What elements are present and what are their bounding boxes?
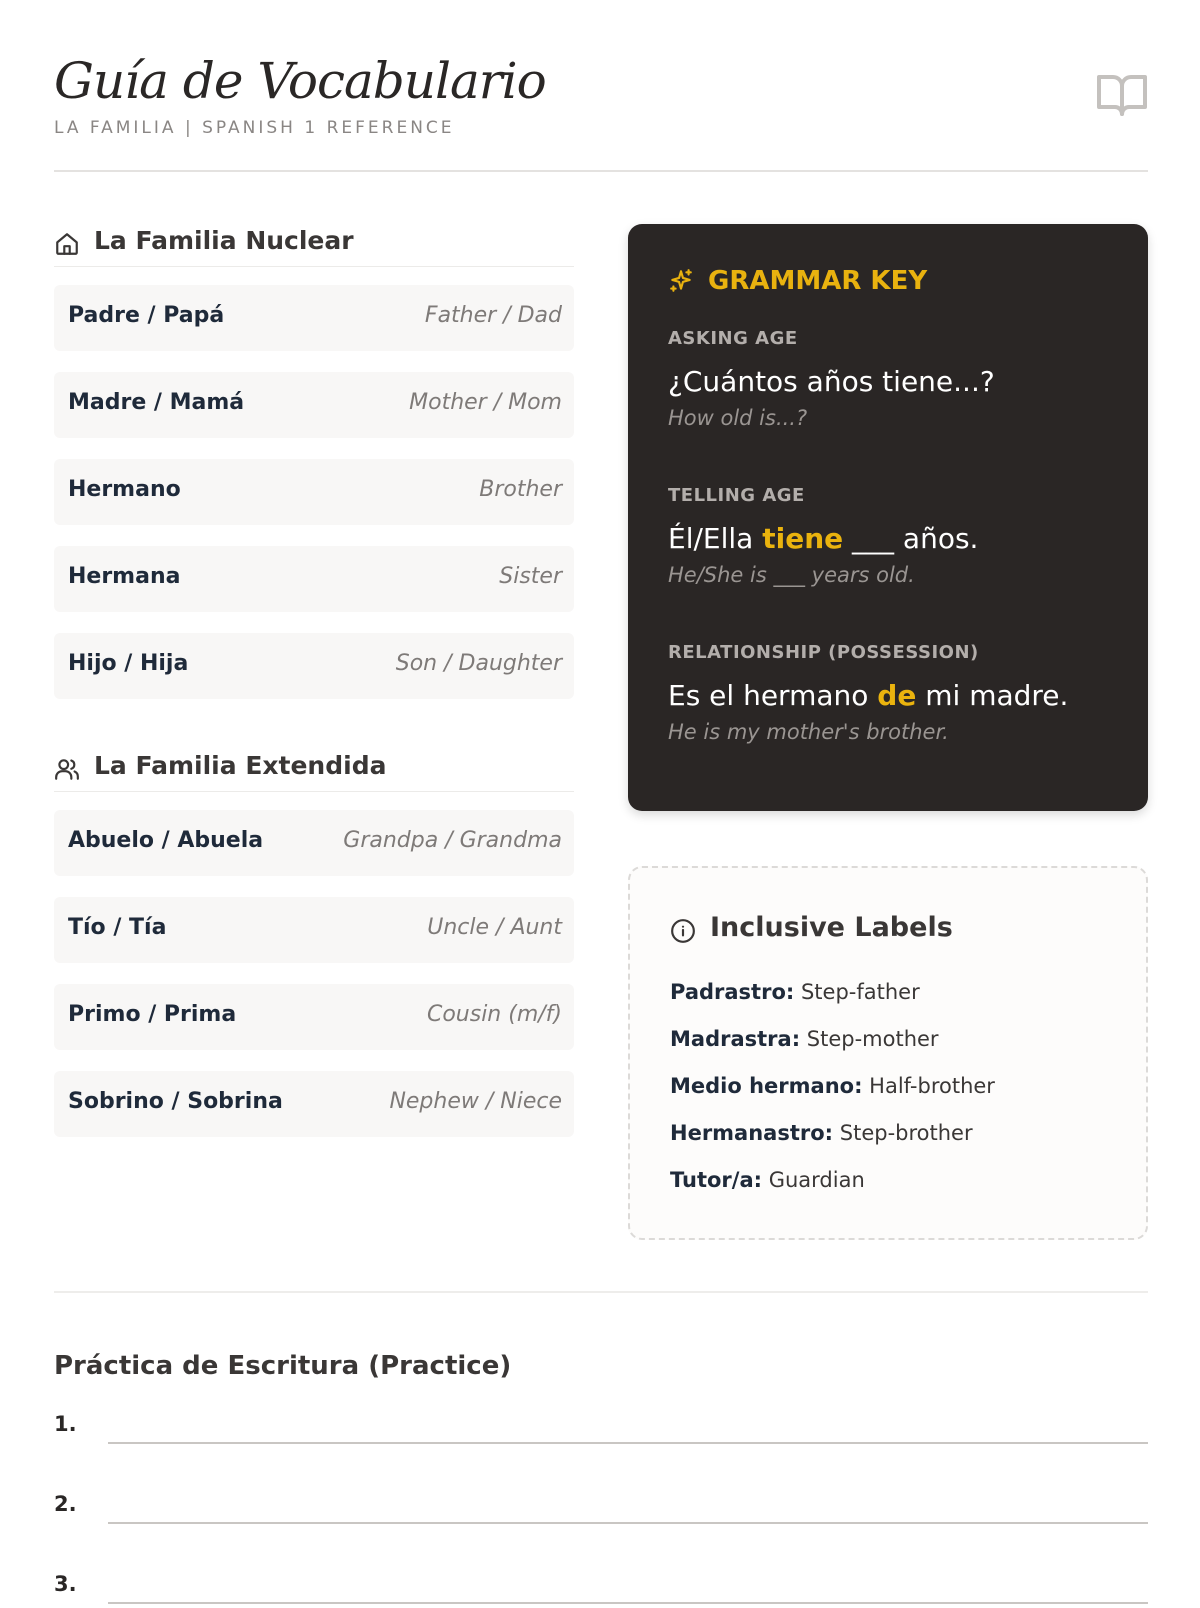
example-text: ___ años. xyxy=(843,522,979,555)
vocab-row xyxy=(54,984,574,1050)
vocab-row xyxy=(54,459,574,525)
vocab-row xyxy=(54,633,574,699)
inclusive-labels-title: Inclusive Labels xyxy=(710,912,953,943)
vocab-row xyxy=(54,546,574,612)
example-text: mi madre. xyxy=(916,679,1069,712)
inclusive-label-item xyxy=(670,1027,995,1074)
grammar-key-title: GRAMMAR KEY xyxy=(708,266,928,296)
writing-line[interactable] xyxy=(108,1522,1148,1524)
grammar-translation: He is my mother's brother. xyxy=(668,720,949,744)
page-header xyxy=(54,52,1148,172)
writing-line[interactable] xyxy=(108,1602,1148,1604)
english-translation: Uncle / Aunt xyxy=(427,915,562,940)
english-translation: Son / Daughter xyxy=(395,651,562,676)
nuclear-family-heading xyxy=(54,222,574,267)
english-translation: Cousin (m/f) xyxy=(426,1002,562,1027)
practice-number: 1. xyxy=(54,1412,77,1436)
nuclear-family-title: La Familia Nuclear xyxy=(94,226,354,255)
grammar-example xyxy=(668,522,1118,555)
highlighted-word: tiene xyxy=(762,522,844,555)
inclusive-label-item xyxy=(670,980,995,1027)
grammar-block xyxy=(668,485,1118,587)
label-meaning: Step-father xyxy=(794,980,920,1004)
practice-number: 3. xyxy=(54,1572,77,1596)
inclusive-labels-card xyxy=(628,866,1148,1240)
practice-number: 2. xyxy=(54,1492,77,1516)
label-meaning: Guardian xyxy=(762,1168,865,1192)
grammar-translation: He/She is ___ years old. xyxy=(668,563,915,587)
vocab-row xyxy=(54,810,574,876)
vocab-row xyxy=(54,285,574,351)
grammar-example xyxy=(668,679,1118,712)
extended-family-list xyxy=(54,810,574,1137)
spanish-term: Hermano xyxy=(68,477,181,502)
spanish-term: Sobrino / Sobrina xyxy=(68,1089,283,1114)
users-icon xyxy=(54,756,80,782)
label-term: Hermanastro: xyxy=(670,1121,834,1145)
example-text: Es el hermano xyxy=(668,679,878,712)
vocab-row xyxy=(54,897,574,963)
extended-family-title: La Familia Extendida xyxy=(94,751,387,780)
page-subtitle: LA FAMILIA | SPANISH 1 REFERENCE xyxy=(54,118,455,138)
grammar-block xyxy=(668,642,1118,744)
section-divider xyxy=(54,1291,1148,1293)
practice-line xyxy=(54,1558,1148,1608)
extended-family-heading xyxy=(54,747,574,792)
english-translation: Brother xyxy=(479,477,562,502)
spanish-term: Hermana xyxy=(68,564,181,589)
inclusive-labels-list xyxy=(670,980,995,1215)
label-term: Medio hermano: xyxy=(670,1074,863,1098)
book-open-icon xyxy=(1096,72,1148,118)
spanish-term: Padre / Papá xyxy=(68,303,225,328)
sparkles-icon xyxy=(668,268,694,294)
label-term: Padrastro: xyxy=(670,980,795,1004)
inclusive-label-item xyxy=(670,1074,995,1121)
english-translation: Grandpa / Grandma xyxy=(343,828,562,853)
spanish-term: Hijo / Hija xyxy=(68,651,189,676)
label-meaning: Step-mother xyxy=(800,1027,939,1051)
example-text: Él/Ella xyxy=(668,522,763,555)
practice-line xyxy=(54,1478,1148,1528)
label-meaning: Step-brother xyxy=(833,1121,973,1145)
writing-line[interactable] xyxy=(108,1442,1148,1444)
practice-title: Práctica de Escritura (Practice) xyxy=(54,1351,512,1381)
grammar-label: TELLING AGE xyxy=(668,485,805,506)
grammar-label: ASKING AGE xyxy=(668,328,798,349)
english-translation: Father / Dad xyxy=(424,303,562,328)
practice-line xyxy=(54,1398,1148,1448)
english-translation: Mother / Mom xyxy=(409,390,562,415)
info-icon xyxy=(670,918,696,944)
highlighted-word: de xyxy=(877,679,917,712)
spanish-term: Abuelo / Abuela xyxy=(68,828,264,853)
inclusive-label-item xyxy=(670,1168,995,1215)
vocab-row xyxy=(54,1071,574,1137)
label-meaning: Half-brother xyxy=(862,1074,995,1098)
vocab-row xyxy=(54,372,574,438)
nuclear-family-list xyxy=(54,285,574,699)
label-term: Madrastra: xyxy=(670,1027,801,1051)
grammar-translation: How old is...? xyxy=(668,406,808,430)
inclusive-label-item xyxy=(670,1121,995,1168)
label-term: Tutor/a: xyxy=(670,1168,763,1192)
grammar-block xyxy=(668,328,1118,430)
spanish-term: Primo / Prima xyxy=(68,1002,237,1027)
spanish-term: Madre / Mamá xyxy=(68,390,245,415)
grammar-example xyxy=(668,365,1118,398)
example-text: ¿Cuántos años tiene...? xyxy=(668,365,995,398)
grammar-label: RELATIONSHIP (POSSESSION) xyxy=(668,642,979,663)
spanish-term: Tío / Tía xyxy=(68,915,167,940)
page-title: Guía de Vocabulario xyxy=(54,52,546,110)
home-icon xyxy=(54,231,80,257)
english-translation: Sister xyxy=(499,564,562,589)
grammar-key-card xyxy=(628,224,1148,811)
english-translation: Nephew / Niece xyxy=(389,1089,562,1114)
vocabulary-column xyxy=(54,222,574,1158)
